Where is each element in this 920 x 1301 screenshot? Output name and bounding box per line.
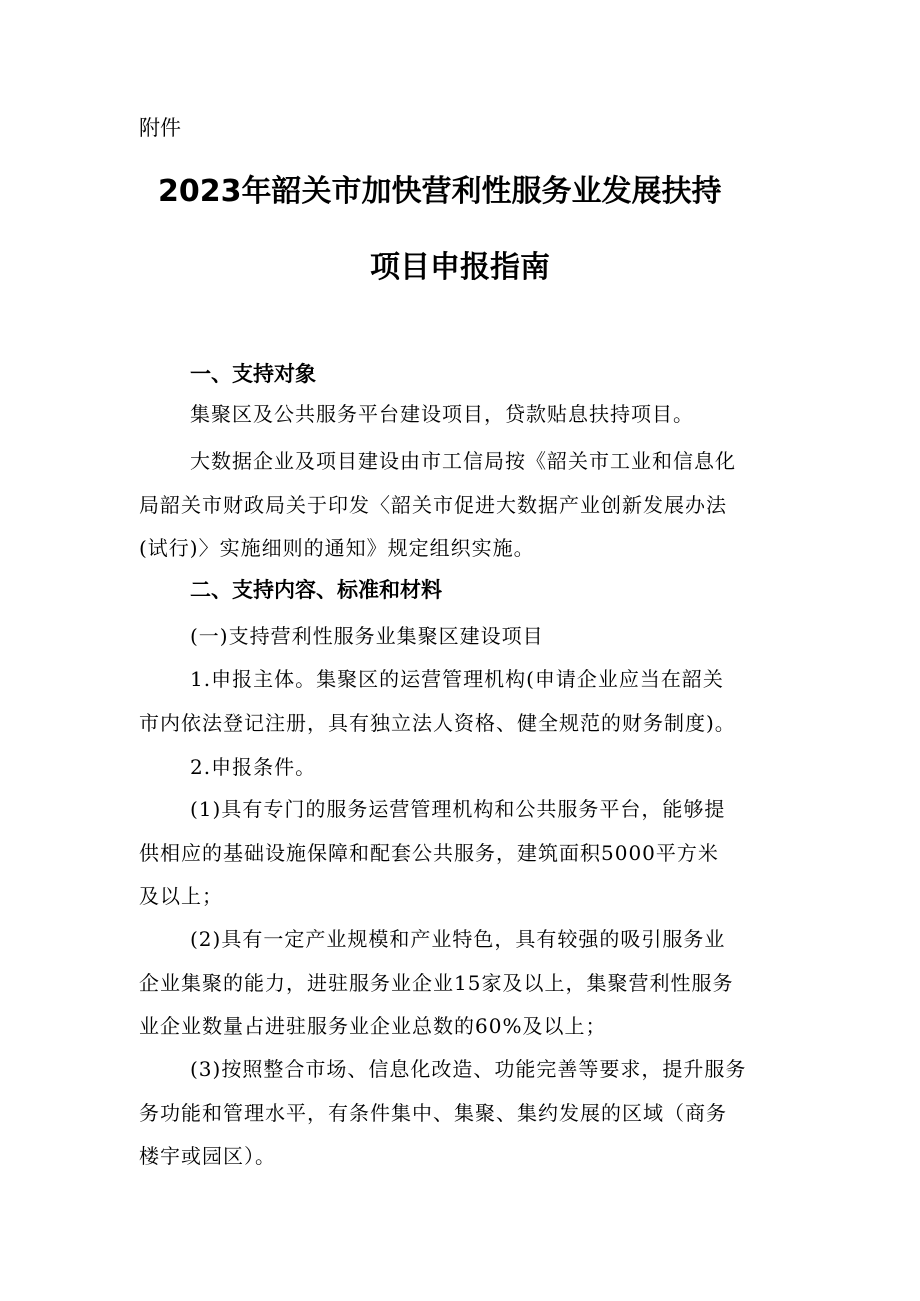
attachment-label: 附件 [139,116,181,140]
paragraph-line: (3)按照整合市场、信息化改造、功能完善等要求，提升服务 [190,1057,747,1081]
paragraph-line: (1)具有专门的服务运营管理机构和公共服务平台，能够提 [190,797,726,821]
paragraph-line: 业企业数量占进驻服务业企业总数的60%及以上； [139,1014,607,1038]
paragraph-line: 集聚区及公共服务平台建设项目，贷款贴息扶持项目。 [190,402,694,426]
paragraph-line: 务功能和管理水平，有条件集中、集聚、集约发展的区域（商务 [139,1101,727,1125]
document-title-line-1: 2023年韶关市加快营利性服务业发展扶持 [158,174,722,209]
section-heading-support-targets: 一、支持对象 [190,362,316,386]
subsection-heading: (一)支持营利性服务业集聚区建设项目 [190,624,544,648]
paragraph-line: (试行)〉实施细则的通知》规定组织实施。 [139,536,535,560]
paragraph-line: 楼宇或园区）。 [139,1144,276,1168]
paragraph-line: 供相应的基础设施保障和配套公共服务，建筑面积5000平方米 [139,841,719,865]
paragraph-line: 市内依法登记注册，具有独立法人资格、健全规范的财务制度)。 [139,711,736,735]
paragraph-line: 1.申报主体。集聚区的运营管理机构(申请企业应当在韶关 [190,667,724,691]
paragraph-line: 企业集聚的能力，进驻服务业企业15家及以上，集聚营利性服务 [139,971,734,995]
paragraph-line: 大数据企业及项目建设由市工信局按《韶关市工业和信息化 [190,449,736,473]
paragraph-line: (2)具有一定产业规模和产业特色，具有较强的吸引服务业 [190,927,726,951]
paragraph-line: 局韶关市财政局关于印发〈韶关市促进大数据产业创新发展办法 [139,493,727,517]
paragraph-line: 及以上； [139,884,223,908]
paragraph-line: 2.申报条件。 [190,755,317,779]
document-title-line-2: 项目申报指南 [370,250,550,285]
section-heading-support-content: 二、支持内容、标准和材料 [190,578,442,602]
